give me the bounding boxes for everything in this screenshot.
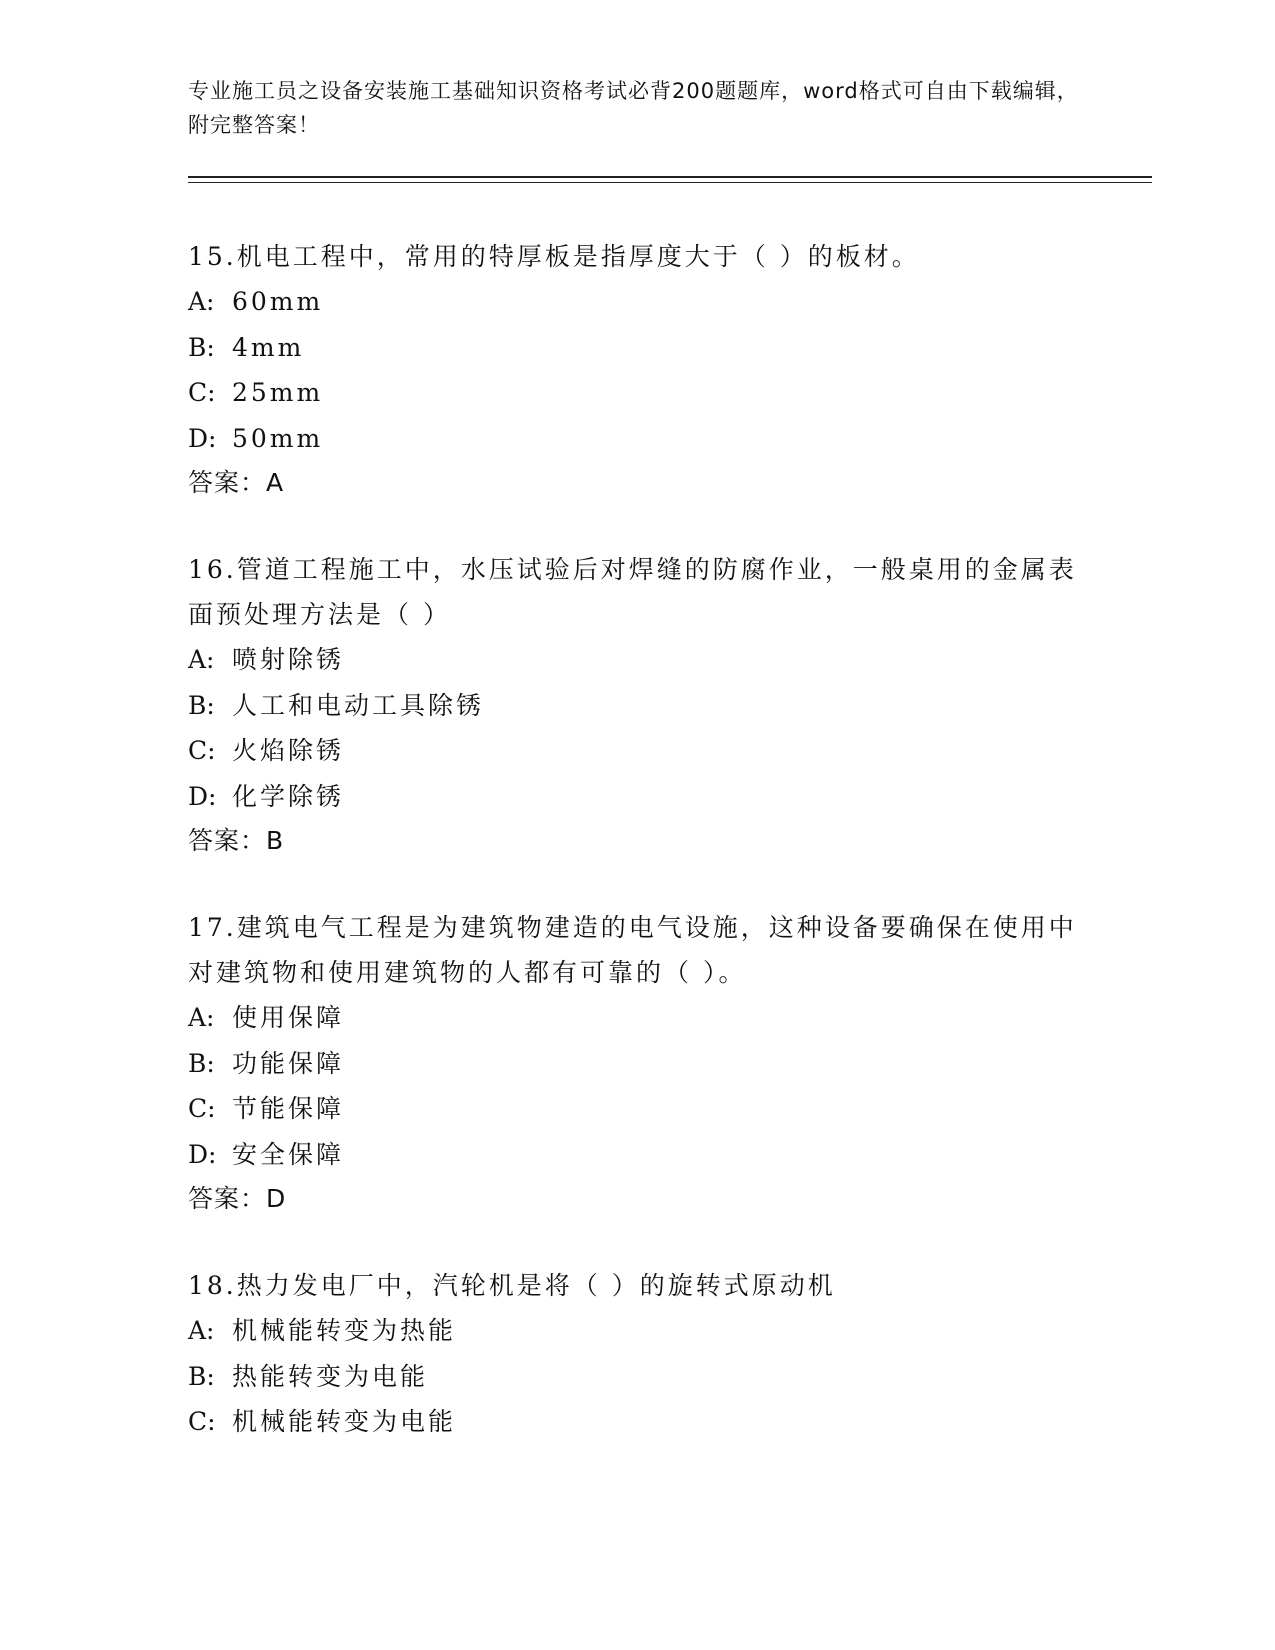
- option-text: 机械能转变为热能: [232, 1316, 457, 1345]
- option-text: 安全保障: [232, 1139, 345, 1169]
- answer: 答案：A: [188, 468, 285, 497]
- answer: 答案：B: [188, 826, 285, 855]
- option-label: A:: [188, 1003, 215, 1032]
- option-text: 50mm: [232, 423, 324, 453]
- option-c: [188, 370, 1088, 416]
- question-list: [188, 234, 1088, 1487]
- option-text: 化学除锈: [232, 781, 345, 811]
- option-label: A:: [188, 645, 215, 674]
- document-header: 专业施工员之设备安装施工基础知识资格考试必背200题题库，word格式可自由下载编辑，附完整答案！: [188, 79, 1079, 137]
- option-label: D:: [188, 1139, 217, 1169]
- option-d: [188, 416, 1088, 462]
- option-label: C:: [188, 1407, 216, 1436]
- question-stem: 18.热力发电厂中，汽轮机是将（ ）的旋转式原动机: [188, 1271, 836, 1300]
- question-17: [188, 905, 1088, 1221]
- option-text: 25mm: [232, 378, 324, 407]
- option-text: 火焰除锈: [232, 736, 345, 765]
- option-label: C:: [188, 736, 216, 765]
- option-label: A:: [188, 287, 215, 316]
- option-b: [188, 1354, 1088, 1400]
- question-15: [188, 234, 1088, 505]
- question-stem: 15.机电工程中，常用的特厚板是指厚度大于（ ）的板材。: [188, 242, 920, 271]
- option-label: D:: [188, 781, 217, 811]
- option-a: [188, 637, 1088, 683]
- option-label: B:: [188, 332, 215, 362]
- option-a: [188, 995, 1088, 1041]
- option-a: [188, 279, 1088, 325]
- option-a: [188, 1308, 1088, 1354]
- option-d: [188, 774, 1088, 820]
- option-label: C:: [188, 378, 216, 407]
- option-label: B:: [188, 1048, 215, 1078]
- option-text: 4mm: [232, 332, 305, 362]
- question-stem: 17.建筑电气工程是为建筑物建造的电气设施，这种设备要确保在使用中对建筑物和使用建筑物的人都有可靠的（ ）。: [188, 913, 1077, 987]
- question-18: [188, 1263, 1088, 1445]
- option-b: [188, 683, 1088, 729]
- option-text: 使用保障: [232, 1003, 345, 1032]
- option-text: 人工和电动工具除锈: [232, 690, 485, 720]
- answer: 答案：D: [188, 1184, 287, 1213]
- option-text: 功能保障: [232, 1048, 345, 1078]
- option-b: [188, 325, 1088, 371]
- option-label: C:: [188, 1094, 216, 1123]
- question-stem: 16.管道工程施工中，水压试验后对焊缝的防腐作业，一般桌用的金属表面预处理方法是（ ）: [188, 555, 1077, 629]
- option-c: [188, 1086, 1088, 1132]
- option-c: [188, 1399, 1088, 1445]
- option-text: 热能转变为电能: [232, 1361, 429, 1391]
- option-label: A:: [188, 1316, 215, 1345]
- option-text: 节能保障: [232, 1094, 345, 1123]
- header-rule-thin: [188, 182, 1152, 183]
- option-text: 机械能转变为电能: [232, 1407, 457, 1436]
- option-label: D:: [188, 423, 217, 453]
- option-text: 喷射除锈: [232, 645, 345, 674]
- option-text: 60mm: [232, 287, 324, 316]
- option-c: [188, 728, 1088, 774]
- question-16: [188, 547, 1088, 863]
- option-b: [188, 1041, 1088, 1087]
- header-rule-thick: [188, 176, 1152, 178]
- option-label: B:: [188, 1361, 215, 1391]
- option-label: B:: [188, 690, 215, 720]
- option-d: [188, 1132, 1088, 1178]
